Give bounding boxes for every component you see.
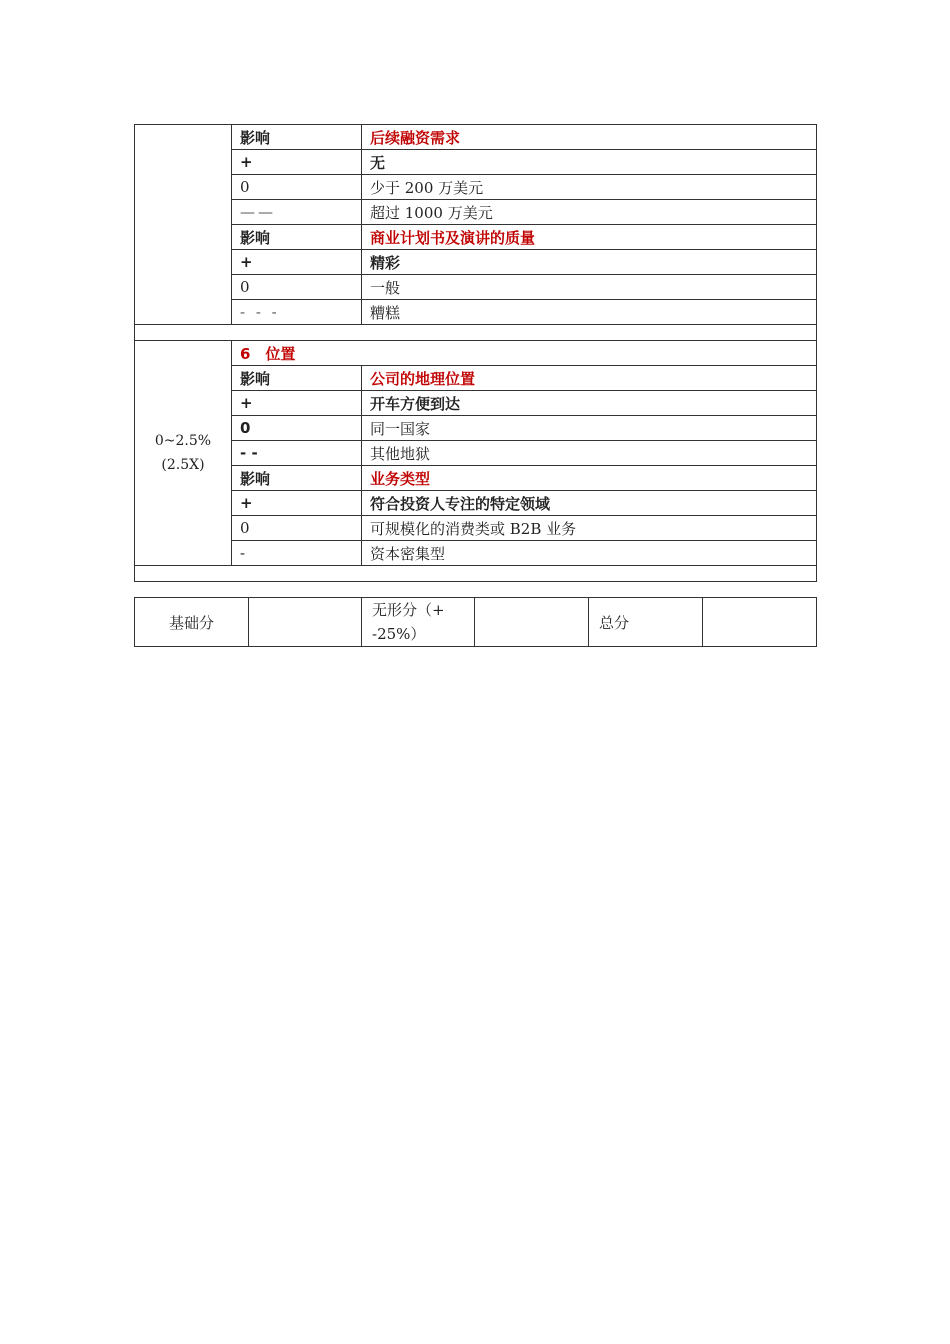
impact-label: 影响	[232, 225, 362, 250]
score-symbol: +	[232, 150, 362, 175]
table-row	[135, 391, 817, 416]
score-description: 少于 200 万美元	[362, 175, 817, 200]
spacer-row	[135, 566, 817, 582]
score-description: 资本密集型	[362, 541, 817, 566]
table-row	[135, 466, 817, 491]
score-description: 符合投资人专注的特定领域	[362, 491, 817, 516]
intangible-score-value	[475, 598, 589, 647]
weight-cell: 0~2.5%(2.5X)	[135, 341, 232, 566]
criterion-title: 业务类型	[362, 466, 817, 491]
impact-label: 影响	[232, 466, 362, 491]
score-symbol: - -	[232, 441, 362, 466]
score-symbol: -	[232, 541, 362, 566]
table-row	[135, 300, 817, 325]
score-symbol: +	[232, 250, 362, 275]
summary-row	[135, 598, 817, 647]
table-row	[135, 150, 817, 175]
total-score-value	[703, 598, 817, 647]
table-row	[135, 491, 817, 516]
criterion-title: 商业计划书及演讲的质量	[362, 225, 817, 250]
score-symbol: 0	[232, 175, 362, 200]
score-description: 无	[362, 150, 817, 175]
weight-cell-empty	[135, 125, 232, 325]
score-symbol: ——	[232, 200, 362, 225]
table-row	[135, 125, 817, 150]
score-description: 一般	[362, 275, 817, 300]
table-row	[135, 200, 817, 225]
scoring-table	[134, 124, 817, 582]
section-heading: 6 位置	[232, 341, 817, 366]
total-score-label: 总分	[589, 598, 703, 647]
table-row	[135, 275, 817, 300]
base-score-value	[249, 598, 362, 647]
table-row	[135, 516, 817, 541]
criterion-title: 后续融资需求	[362, 125, 817, 150]
score-symbol: - - -	[232, 300, 362, 325]
score-symbol: +	[232, 391, 362, 416]
table-row	[135, 175, 817, 200]
impact-label: 影响	[232, 366, 362, 391]
score-description: 开车方便到达	[362, 391, 817, 416]
score-description: 糟糕	[362, 300, 817, 325]
spacer-row	[135, 325, 817, 341]
score-symbol: +	[232, 491, 362, 516]
table-row	[135, 250, 817, 275]
score-symbol: 0	[232, 516, 362, 541]
score-symbol: 0	[232, 275, 362, 300]
score-description: 同一国家	[362, 416, 817, 441]
score-description: 超过 1000 万美元	[362, 200, 817, 225]
score-description: 可规模化的消费类或 B2B 业务	[362, 516, 817, 541]
table-row	[135, 341, 817, 366]
score-description: 精彩	[362, 250, 817, 275]
intangible-score-label: 无形分（+ -25%）	[362, 598, 475, 647]
table-row	[135, 541, 817, 566]
base-score-label: 基础分	[135, 598, 249, 647]
table-row	[135, 441, 817, 466]
table-row	[135, 416, 817, 441]
table-row	[135, 225, 817, 250]
score-description: 其他地狱	[362, 441, 817, 466]
score-summary-table	[134, 597, 817, 647]
table-row	[135, 366, 817, 391]
criterion-title: 公司的地理位置	[362, 366, 817, 391]
score-symbol: 0	[232, 416, 362, 441]
impact-label: 影响	[232, 125, 362, 150]
